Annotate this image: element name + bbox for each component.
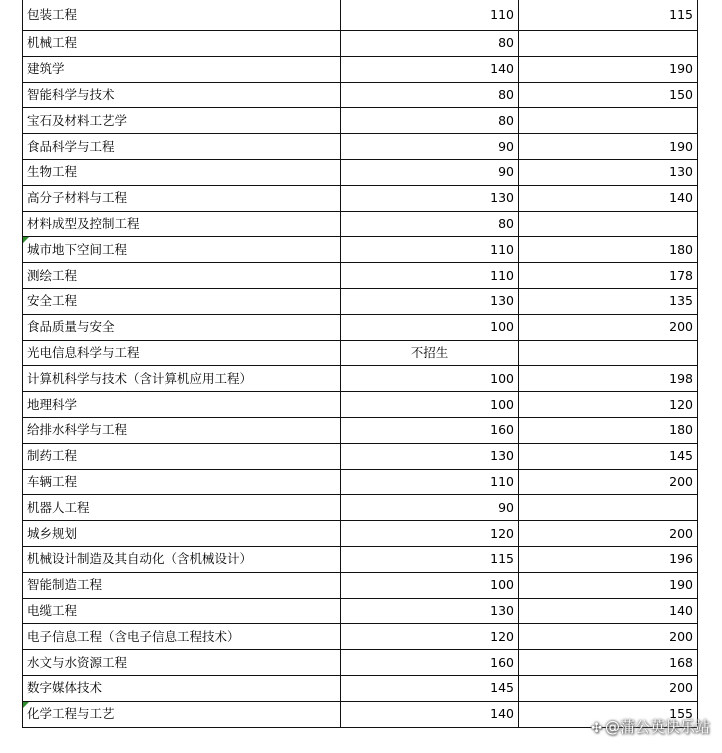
value-cell-2[interactable]: 200 <box>519 675 698 701</box>
value-cell-1[interactable]: 110 <box>341 263 519 289</box>
value-cell-2[interactable]: 190 <box>519 572 698 598</box>
table-row <box>23 0 698 31</box>
table-row <box>23 366 698 392</box>
major-name-cell[interactable]: 生物工程 <box>23 159 341 185</box>
value-cell-1[interactable]: 90 <box>341 134 519 160</box>
value-cell-1[interactable]: 160 <box>341 650 519 676</box>
table-row <box>23 108 698 134</box>
table-row <box>23 237 698 263</box>
value-cell-1[interactable]: 160 <box>341 417 519 443</box>
value-cell-2[interactable]: 120 <box>519 392 698 418</box>
value-cell-1[interactable]: 100 <box>341 392 519 418</box>
value-cell-1[interactable]: 100 <box>341 572 519 598</box>
major-name-cell[interactable]: 车辆工程 <box>23 469 341 495</box>
table-row <box>23 340 698 366</box>
comment-marker-icon <box>23 702 29 708</box>
value-cell-1[interactable]: 130 <box>341 288 519 314</box>
major-name-cell[interactable]: 给排水科学与工程 <box>23 417 341 443</box>
value-cell-1[interactable]: 120 <box>341 521 519 547</box>
major-name-cell[interactable]: 城市地下空间工程 <box>23 237 341 263</box>
table-row <box>23 263 698 289</box>
value-cell-2[interactable] <box>519 495 698 521</box>
value-cell-1[interactable]: 90 <box>341 159 519 185</box>
major-name-cell[interactable]: 测绘工程 <box>23 263 341 289</box>
table-row <box>23 598 698 624</box>
value-cell-1[interactable]: 130 <box>341 185 519 211</box>
value-cell-1[interactable]: 80 <box>341 108 519 134</box>
major-name-cell[interactable]: 智能制造工程 <box>23 572 341 598</box>
major-name-cell[interactable]: 安全工程 <box>23 288 341 314</box>
value-cell-2[interactable]: 200 <box>519 521 698 547</box>
value-cell-1[interactable]: 80 <box>341 211 519 237</box>
major-name-cell[interactable]: 机器人工程 <box>23 495 341 521</box>
major-name-cell[interactable]: 光电信息科学与工程 <box>23 340 341 366</box>
table-row <box>23 675 698 701</box>
table-row <box>23 82 698 108</box>
table-row <box>23 572 698 598</box>
value-cell-2[interactable]: 115 <box>519 0 698 31</box>
value-cell-2[interactable]: 190 <box>519 134 698 160</box>
table-row <box>23 288 698 314</box>
table-row <box>23 392 698 418</box>
value-cell-2[interactable]: 200 <box>519 469 698 495</box>
value-cell-1[interactable]: 80 <box>341 31 519 57</box>
value-cell-2[interactable]: 168 <box>519 650 698 676</box>
major-name-cell[interactable]: 数字媒体技术 <box>23 675 341 701</box>
value-cell-2[interactable]: 145 <box>519 443 698 469</box>
value-cell-1[interactable]: 120 <box>341 624 519 650</box>
value-cell-1[interactable]: 130 <box>341 443 519 469</box>
table-row <box>23 546 698 572</box>
major-name-cell[interactable]: 宝石及材料工艺学 <box>23 108 341 134</box>
app-icon: ✣ <box>591 721 602 736</box>
table-row <box>23 56 698 82</box>
value-cell-2[interactable] <box>519 211 698 237</box>
value-cell-2[interactable]: 190 <box>519 56 698 82</box>
major-name-cell[interactable]: 机械工程 <box>23 31 341 57</box>
value-cell-1[interactable]: 130 <box>341 598 519 624</box>
value-cell-1[interactable]: 140 <box>341 701 519 727</box>
value-cell-2[interactable]: 200 <box>519 624 698 650</box>
watermark-text: @蒲公英快乐站 <box>604 718 710 736</box>
value-cell-2[interactable]: 135 <box>519 288 698 314</box>
value-cell-2[interactable]: 140 <box>519 598 698 624</box>
value-cell-1[interactable]: 80 <box>341 82 519 108</box>
value-cell-2[interactable]: 198 <box>519 366 698 392</box>
major-name-cell[interactable]: 机械设计制造及其自动化（含机械设计） <box>23 546 341 572</box>
table-row <box>23 314 698 340</box>
table-body <box>23 0 698 727</box>
comment-marker-icon <box>23 237 29 243</box>
value-cell-2[interactable]: 140 <box>519 185 698 211</box>
major-name-cell[interactable]: 食品质量与安全 <box>23 314 341 340</box>
value-cell-2[interactable] <box>519 108 698 134</box>
value-cell-1[interactable]: 145 <box>341 675 519 701</box>
value-cell-1[interactable]: 90 <box>341 495 519 521</box>
value-cell-2[interactable]: 180 <box>519 237 698 263</box>
table-row <box>23 469 698 495</box>
major-name-cell[interactable]: 建筑学 <box>23 56 341 82</box>
major-name-cell[interactable]: 智能科学与技术 <box>23 82 341 108</box>
value-cell-2[interactable] <box>519 31 698 57</box>
major-name-cell[interactable]: 材料成型及控制工程 <box>23 211 341 237</box>
table-row <box>23 624 698 650</box>
watermark <box>591 716 710 737</box>
table-row <box>23 650 698 676</box>
value-cell-1[interactable]: 110 <box>341 237 519 263</box>
major-name-cell[interactable]: 地理科学 <box>23 392 341 418</box>
major-name-cell[interactable]: 城乡规划 <box>23 521 341 547</box>
value-cell-1[interactable]: 140 <box>341 56 519 82</box>
major-name-cell[interactable]: 水文与水资源工程 <box>23 650 341 676</box>
major-name-cell[interactable]: 电缆工程 <box>23 598 341 624</box>
enrollment-table <box>22 0 698 728</box>
major-name-cell[interactable]: 制药工程 <box>23 443 341 469</box>
major-name-cell[interactable]: 化学工程与工艺 <box>23 701 341 727</box>
value-cell-2[interactable]: 180 <box>519 417 698 443</box>
major-name-cell[interactable]: 食品科学与工程 <box>23 134 341 160</box>
value-cell-1[interactable]: 110 <box>341 469 519 495</box>
status-cell[interactable]: 不招生 <box>341 340 519 366</box>
table-row <box>23 134 698 160</box>
value-cell-2[interactable]: 150 <box>519 82 698 108</box>
major-name-cell[interactable]: 包装工程 <box>23 0 341 31</box>
value-cell-2[interactable] <box>519 340 698 366</box>
table-row <box>23 159 698 185</box>
table-row <box>23 495 698 521</box>
value-cell-1[interactable]: 100 <box>341 366 519 392</box>
table-row <box>23 417 698 443</box>
value-cell-1[interactable]: 115 <box>341 546 519 572</box>
major-name-cell[interactable]: 电子信息工程（含电子信息工程技术） <box>23 624 341 650</box>
table-row <box>23 443 698 469</box>
table-row <box>23 185 698 211</box>
table-row <box>23 521 698 547</box>
table-row <box>23 211 698 237</box>
value-cell-2[interactable]: 155 <box>519 701 698 727</box>
value-cell-2[interactable]: 196 <box>519 546 698 572</box>
value-cell-2[interactable]: 130 <box>519 159 698 185</box>
value-cell-1[interactable]: 110 <box>341 0 519 31</box>
major-name-cell[interactable]: 高分子材料与工程 <box>23 185 341 211</box>
value-cell-2[interactable]: 200 <box>519 314 698 340</box>
table-row <box>23 31 698 57</box>
value-cell-1[interactable]: 100 <box>341 314 519 340</box>
major-name-cell[interactable]: 计算机科学与技术（含计算机应用工程） <box>23 366 341 392</box>
value-cell-2[interactable]: 178 <box>519 263 698 289</box>
